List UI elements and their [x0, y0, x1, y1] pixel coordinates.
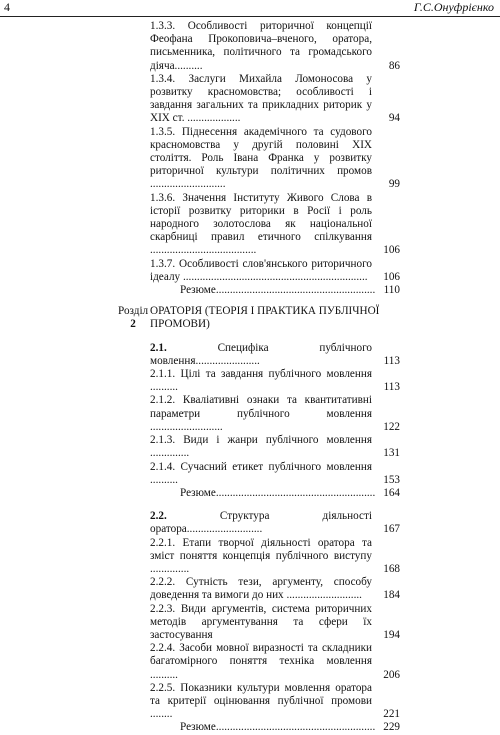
toc-entry-resume[interactable] [150, 486, 400, 500]
toc-entry-page: 99 [388, 178, 400, 191]
toc-entry-subsection[interactable] [150, 510, 400, 536]
toc-entry-page: 194 [383, 628, 400, 641]
running-head: Г.С.Онуфрієнко [413, 0, 494, 14]
toc-entry-text: 2.2.5. Показники культури мовлення оратора та критерії оцінювання публічної промови ........ [150, 681, 372, 721]
toc-entry-text: 1.3.3. Особливості риторичної концепції Феофана Прокоповича–вченого, оратора, письменника, політичного та громадського діяча.......... [150, 20, 372, 72]
section-label [118, 305, 148, 331]
toc-entry[interactable] [150, 394, 400, 434]
toc-entry-page: 184 [383, 589, 400, 602]
toc-entry[interactable] [150, 20, 400, 73]
toc-entry[interactable] [150, 125, 400, 192]
toc-entry[interactable] [150, 191, 400, 258]
toc-entry-resume[interactable] [150, 721, 400, 734]
toc-entry-page: 122 [383, 420, 400, 433]
toc-entry[interactable] [150, 576, 400, 602]
toc-entry-lead: 2.2. [150, 510, 167, 523]
page-header [0, 0, 500, 17]
toc-entry-text: 1.3.4. Заслуги Михайла Ломоносова у розвитку красномовства; особливості і завдання загальних та прикладних риторик у ХІХ ст. ................... [150, 72, 372, 125]
toc-entry-page: 131 [383, 447, 400, 460]
toc-entry-page: 221 [383, 708, 400, 721]
toc-entry-text: Резюме......................................................... [180, 486, 376, 499]
section-heading [0, 305, 500, 331]
toc-entry-resume[interactable] [150, 284, 400, 297]
toc-entry[interactable] [150, 257, 400, 284]
toc-entry-text: 1.3.5. Піднесення академічного та судового красномовства у другій половині ХІХ століття. Роль Івана Франка у розвитку риторичної культури політичних промов ........................... [150, 125, 372, 191]
toc-entry-text: 2.2.3. Види аргументів, система риторичних методів аргументування та сфери їх застосування [150, 602, 372, 641]
toc-entry-page: 168 [383, 562, 400, 575]
toc-entry-title: Специфіка публічного мовлення....................... [150, 341, 372, 367]
toc-entry-page: 229 [383, 721, 400, 734]
toc-entry[interactable] [150, 681, 400, 722]
toc-entry-lead: 2.1. [150, 341, 167, 354]
toc-entry-text [150, 342, 372, 368]
toc-entry-text: 2.1.4. Сучасний етикет публічного мовлення .......... [150, 460, 372, 486]
toc-entry-page: 167 [383, 523, 400, 536]
toc-entry-page: 206 [383, 668, 400, 681]
section-title: ОРАТОРІЯ (ТЕОРІЯ І ПРАКТИКА ПУБЛІЧНОЇ ПРОМОВИ) [150, 305, 380, 331]
toc-entry-title: Структура діяльності оратора........................... [150, 510, 372, 536]
toc-entry[interactable] [150, 602, 400, 643]
toc-entry-page: 106 [383, 244, 400, 257]
toc-entry[interactable] [150, 368, 400, 394]
toc-entry-page: 113 [383, 354, 400, 367]
toc-entry[interactable] [150, 536, 400, 577]
section-label-word: Розділ [118, 305, 149, 318]
toc-entry-page: 153 [383, 473, 400, 486]
toc-entry[interactable] [150, 460, 400, 487]
toc-entry-page: 86 [388, 59, 400, 72]
toc-entry[interactable] [150, 72, 400, 126]
toc-entry-text: 2.2.1. Етапи творчої діяльності оратора та зміст поняття концепція публічного виступу .............. [150, 536, 372, 575]
toc-entry-text: 2.2.4. Засоби мовної виразності та складники багатомірного поняття техніка мовлення .......... [150, 642, 372, 681]
table-of-contents [0, 20, 500, 735]
toc-entry-page: 113 [383, 381, 400, 394]
toc-entry-text: 2.1.2. Кваліативні ознаки та квантитативні параметри публічного мовлення .......................... [150, 394, 372, 433]
toc-entry-page: 110 [383, 284, 400, 297]
toc-entry[interactable] [150, 434, 400, 460]
toc-entry-subsection[interactable] [150, 341, 400, 368]
page-number: 4 [4, 0, 10, 14]
toc-entry-text: Резюме......................................................... [180, 721, 376, 734]
toc-entry-text: 2.2.2. Сутність тези, аргументу, способу доведення та вимоги до них ........................... [150, 576, 372, 602]
toc-entry-text: 2.1.1. Цілі та завдання публічного мовлення .......... [150, 368, 372, 394]
toc-entry-text [150, 510, 372, 536]
section-number: 2 [130, 318, 136, 331]
toc-entry[interactable] [150, 642, 400, 682]
toc-entry-page: 106 [383, 270, 400, 283]
toc-entry-text: 1.3.6. Значення Інституту Живого Слова в історії розвитку риторики в Росії і роль народного золотослова як національної скарбниці правил етичного спілкування ...................................... [150, 191, 372, 257]
toc-entry-page: 94 [388, 112, 400, 125]
toc-entry-page: 164 [383, 486, 400, 499]
toc-entry-text: 1.3.7. Особливості слов'янського риторичного ідеалу .................................................................. [150, 257, 372, 283]
toc-entry-text: Резюме......................................................... [180, 284, 376, 297]
toc-entry-text: 2.1.3. Види і жанри публічного мовлення .............. [150, 434, 372, 460]
